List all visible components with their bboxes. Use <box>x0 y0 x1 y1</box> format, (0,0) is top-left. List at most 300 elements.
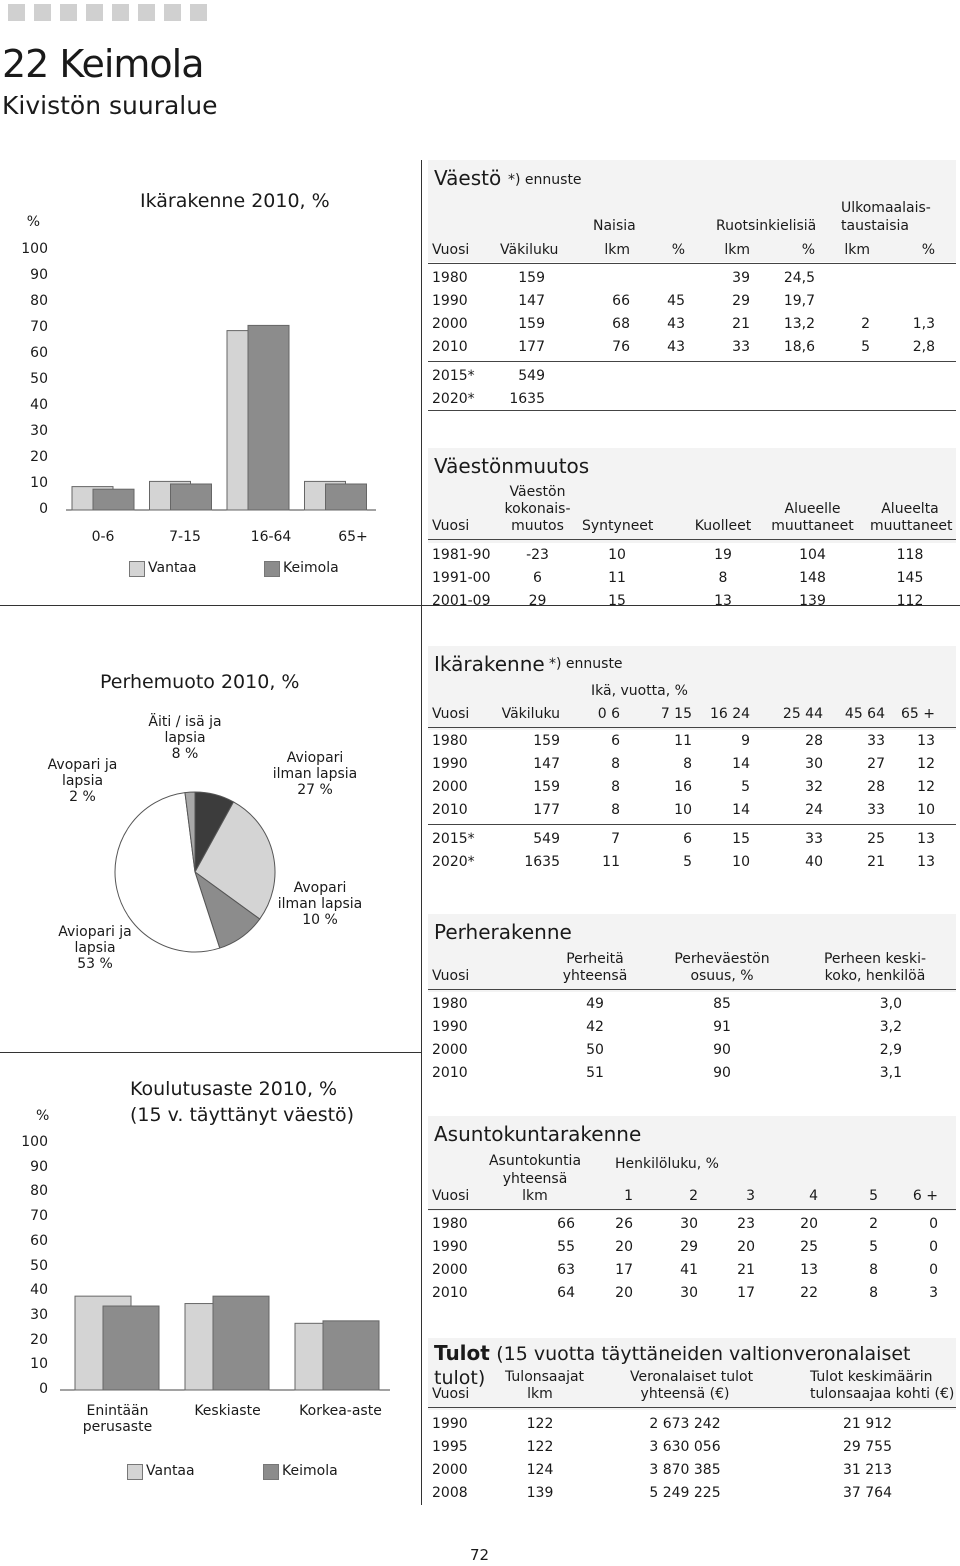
table-cell: 37 764 <box>843 1485 892 1501</box>
column-header: osuus, % <box>690 968 754 984</box>
table-cell: 8 <box>611 802 620 818</box>
asunto-title: Asuntokuntarakenne <box>434 1122 642 1146</box>
y-tick-label: 50 <box>30 371 48 387</box>
family-pie <box>110 787 280 957</box>
table-cell: 24 <box>805 802 823 818</box>
table-cell: 118 <box>896 547 924 563</box>
legend-swatch-vantaa <box>129 561 145 577</box>
table-rule <box>428 410 956 411</box>
age-chart-title: Ikärakenne 2010, % <box>140 190 330 212</box>
column-header: lkm <box>527 1386 553 1402</box>
y-tick-label: 90 <box>30 1158 48 1175</box>
table-cell: 6 <box>683 831 692 847</box>
age-cat-label: 65+ <box>338 529 368 545</box>
table-cell: 21 <box>867 854 885 870</box>
table-rule <box>428 1209 956 1210</box>
table-cell: 3,2 <box>879 1019 902 1035</box>
table-cell: 2020* <box>432 854 475 870</box>
table-cell: 1990 <box>432 756 468 772</box>
page-number: 72 <box>470 1546 490 1564</box>
table-cell: 549 <box>518 368 545 384</box>
column-header: Väkiluku <box>500 242 559 258</box>
table-cell: 159 <box>533 733 560 749</box>
y-tick-label: 30 <box>30 423 48 439</box>
age-cat-label: 7-15 <box>169 529 201 545</box>
table-cell: 139 <box>799 593 826 609</box>
table-cell: 10 <box>674 802 692 818</box>
legend-label-vantaa: Vantaa <box>146 1463 195 1479</box>
table-cell: 177 <box>518 339 545 355</box>
table-cell: 76 <box>612 339 630 355</box>
table-cell: 33 <box>805 831 823 847</box>
header-square <box>86 4 103 21</box>
column-header: 6 + <box>912 1188 938 1204</box>
y-tick-label: 100 <box>21 1134 48 1150</box>
column-header: 16 24 <box>710 706 751 722</box>
table-cell: 39 <box>732 270 750 286</box>
y-tick-label: 60 <box>30 1232 48 1249</box>
y-tick-label: 40 <box>30 1282 48 1299</box>
table-cell: 2000 <box>432 1042 468 1058</box>
table-cell: 148 <box>799 570 826 586</box>
table-cell: 5 <box>869 1239 878 1255</box>
table-cell: 12 <box>917 779 935 795</box>
column-header: Tulonsaajat <box>505 1369 585 1385</box>
pie-label: Avopari ilman lapsia 10 % <box>277 880 363 928</box>
col-group-header: Asuntokuntia <box>488 1153 582 1169</box>
bar-keimola-2 <box>323 1321 379 1390</box>
y-tick-label: 70 <box>30 1208 48 1225</box>
table-cell: 20 <box>800 1216 818 1232</box>
table-cell: 2,9 <box>879 1042 902 1058</box>
table-cell: 159 <box>518 270 545 286</box>
table-cell: 90 <box>713 1065 731 1081</box>
column-header: 1 <box>624 1188 633 1204</box>
column-header: 2 <box>689 1188 698 1204</box>
column-header: Väestön <box>509 484 566 500</box>
table-cell: 6 <box>611 733 620 749</box>
column-header: lkm <box>604 242 630 258</box>
ikarakenne-title: Ikärakenne <box>434 652 545 676</box>
table-cell: 1990 <box>432 293 468 309</box>
table-cell: 6 <box>533 570 542 586</box>
table-cell: 159 <box>533 779 560 795</box>
table-cell: 27 <box>867 756 885 772</box>
edu-cat-label: Korkea-aste <box>299 1403 382 1419</box>
table-cell: 2000 <box>432 1262 468 1278</box>
age-chart-plot <box>66 160 386 560</box>
bar-keimola-2 <box>248 325 289 510</box>
table-cell: 1995 <box>432 1439 468 1455</box>
col-group-header: yhteensä <box>502 1171 568 1187</box>
table-cell: 5 <box>861 339 870 355</box>
table-cell: 33 <box>867 733 885 749</box>
table-cell: 177 <box>533 802 560 818</box>
column-header: Alueelta <box>881 501 939 517</box>
table-cell: 41 <box>680 1262 698 1278</box>
table-cell: 1990 <box>432 1239 468 1255</box>
table-cell: 26 <box>615 1216 633 1232</box>
table-cell: 0 <box>929 1262 938 1278</box>
table-cell: 10 <box>732 854 750 870</box>
column-header: 0 6 <box>597 706 620 722</box>
table-cell: 55 <box>557 1239 575 1255</box>
column-header: 45 64 <box>844 706 885 722</box>
table-cell: 85 <box>713 996 731 1012</box>
table-cell: 8 <box>869 1285 878 1301</box>
table-cell: 25 <box>800 1239 818 1255</box>
table-cell: 3 630 056 <box>649 1439 721 1455</box>
legend-label-keimola: Keimola <box>282 1463 338 1479</box>
table-cell: 2010 <box>432 802 468 818</box>
col-group-header: Ikä, vuotta, % <box>591 683 688 699</box>
table-rule <box>428 263 956 264</box>
column-header: lkm <box>844 242 870 258</box>
col-group-header: Ruotsinkielisiä <box>716 218 817 234</box>
y-tick-label: 10 <box>30 475 48 491</box>
table-cell: 3 <box>929 1285 938 1301</box>
perhe-title: Perherakenne <box>434 920 572 944</box>
table-cell: 29 755 <box>843 1439 892 1455</box>
column-header: Perheen keski- <box>823 951 927 967</box>
table-cell: 11 <box>608 570 626 586</box>
table-cell: 159 <box>518 316 545 332</box>
table-cell: 5 <box>741 779 750 795</box>
table-cell: 3,0 <box>879 996 902 1012</box>
column-header: Vuosi <box>432 518 470 534</box>
table-cell: 1990 <box>432 1416 468 1432</box>
edu-chart <box>0 1053 420 1503</box>
header-square <box>164 4 181 21</box>
table-cell: 19,7 <box>783 293 815 309</box>
age-cat-label: 0-6 <box>91 529 115 545</box>
table-cell: 63 <box>557 1262 575 1278</box>
table-cell: 42 <box>586 1019 604 1035</box>
table-cell: 5 <box>683 854 692 870</box>
table-cell: 2010 <box>432 1285 468 1301</box>
table-cell: 1980 <box>432 270 468 286</box>
table-cell: 13 <box>917 854 935 870</box>
tulot-title-main: Tulot <box>434 1341 490 1365</box>
table-cell: 50 <box>586 1042 604 1058</box>
pie-label: Avopari ja lapsia 2 % <box>47 757 118 805</box>
table-cell: 9 <box>741 733 750 749</box>
edu-chart-plot <box>60 1053 390 1393</box>
column-header: koko, henkilöä <box>824 968 926 984</box>
table-cell: 40 <box>805 854 823 870</box>
table-cell: 8 <box>683 756 692 772</box>
table-cell: 13 <box>917 831 935 847</box>
y-tick-label: 20 <box>30 449 48 465</box>
table-cell: 8 <box>718 570 728 586</box>
table-cell: 2010 <box>432 1065 468 1081</box>
column-header: muutos <box>511 518 564 534</box>
table-cell: 33 <box>732 339 750 355</box>
table-cell: 549 <box>533 831 560 847</box>
table-cell: 3,1 <box>879 1065 902 1081</box>
y-tick-label: 30 <box>30 1306 48 1323</box>
table-rule <box>428 361 956 362</box>
table-cell: 8 <box>869 1262 878 1278</box>
table-cell: 19 <box>714 547 732 563</box>
column-header: Alueelle <box>784 501 841 517</box>
edu-cat-label: Enintään perusaste <box>82 1403 153 1435</box>
header-square <box>190 4 207 21</box>
table-cell: 2 <box>861 316 870 332</box>
column-header: Vuosi <box>432 706 470 722</box>
column-header: Kuolleet <box>694 518 752 534</box>
table-cell: 3 870 385 <box>649 1462 721 1478</box>
bar-keimola-0 <box>93 489 134 510</box>
table-cell: 2015* <box>432 831 475 847</box>
pie-label: Aviopari ja lapsia 53 % <box>58 924 132 972</box>
table-cell: 22 <box>800 1285 818 1301</box>
page-subtitle: Kivistön suuralue <box>2 91 218 120</box>
table-cell: 20 <box>737 1239 755 1255</box>
column-header: 65 + <box>901 706 935 722</box>
table-cell: 12 <box>917 756 935 772</box>
y-tick-label: 80 <box>30 1183 48 1200</box>
column-header: Väkiluku <box>501 706 560 722</box>
table-cell: 68 <box>612 316 630 332</box>
table-rule <box>428 727 956 728</box>
table-cell: 90 <box>713 1042 731 1058</box>
table-cell: 2000 <box>432 779 468 795</box>
legend-label-vantaa: Vantaa <box>148 560 197 576</box>
y-tick-label: 0 <box>39 501 48 517</box>
table-cell: 29 <box>732 293 750 309</box>
column-header: % <box>801 242 815 258</box>
table-cell: 51 <box>586 1065 604 1081</box>
table-rule <box>428 539 956 540</box>
header-square <box>60 4 77 21</box>
column-header: Syntyneet <box>582 518 654 534</box>
table-cell: 16 <box>674 779 692 795</box>
column-header: 4 <box>809 1188 818 1204</box>
table-cell: 1981-90 <box>432 547 491 563</box>
table-cell: 7 <box>611 831 620 847</box>
age-cat-label: 16-64 <box>250 529 292 545</box>
column-header: Perheitä <box>566 951 624 967</box>
y-tick-label: 0 <box>39 1381 48 1397</box>
table-cell: 20 <box>615 1285 633 1301</box>
table-cell: 13 <box>800 1262 818 1278</box>
table-cell: 14 <box>732 802 750 818</box>
edu-chart-subtitle: (15 v. täyttänyt väestö) <box>130 1104 355 1126</box>
table-cell: 49 <box>586 996 604 1012</box>
column-header: % <box>921 242 935 258</box>
column-header: lkm <box>522 1188 548 1204</box>
header-square <box>138 4 155 21</box>
edu-chart-title: Koulutusaste 2010, % <box>130 1078 338 1100</box>
table-cell: 24,5 <box>783 270 815 286</box>
table-rule <box>428 989 956 990</box>
table-cell: 11 <box>602 854 620 870</box>
legend-swatch-keimola <box>264 561 280 577</box>
column-header: Tulot keskimäärin <box>810 1369 933 1385</box>
column-header: Vuosi <box>432 1188 470 1204</box>
col-group-header: Henkilöluku, % <box>615 1156 719 1172</box>
table-cell: 1,3 <box>912 316 935 332</box>
column-header: yhteensä (€) <box>640 1386 730 1402</box>
bar-keimola-1 <box>171 484 212 510</box>
y-tick-label: 60 <box>30 345 48 361</box>
column-header: kokonais- <box>504 501 571 517</box>
column-header: muuttaneet <box>870 518 953 534</box>
table-cell: 33 <box>867 802 885 818</box>
edu-chart-unit: % <box>36 1108 50 1124</box>
table-cell: 23 <box>737 1216 755 1232</box>
column-header: 5 <box>869 1188 878 1204</box>
table-cell: 2001-09 <box>432 593 491 609</box>
table-cell: 15 <box>732 831 750 847</box>
column-header: Veronalaiset tulot <box>630 1369 754 1385</box>
table-cell: 13 <box>917 733 935 749</box>
table-cell: 64 <box>557 1285 575 1301</box>
y-tick-label: 50 <box>30 1257 48 1274</box>
table-cell: 2010 <box>432 339 468 355</box>
column-header: % <box>671 242 685 258</box>
ikarakenne-note: *) ennuste <box>549 656 623 672</box>
legend-swatch-vantaa <box>127 1464 143 1480</box>
table-cell: 1635 <box>524 854 560 870</box>
tulot-title-note: (15 vuotta täyttäneiden valtionveronalaiset tulot) <box>434 1343 911 1389</box>
col-group-header: taustaisia <box>841 218 909 234</box>
header-square <box>34 4 51 21</box>
table-cell: 25 <box>867 831 885 847</box>
y-tick-label: 10 <box>30 1356 48 1373</box>
table-cell: 30 <box>805 756 823 772</box>
table-cell: 104 <box>799 547 826 563</box>
y-tick-label: 90 <box>30 267 48 283</box>
table-cell: 122 <box>526 1416 554 1432</box>
column-header: tulonsaajaa kohti (€) <box>810 1386 955 1402</box>
table-cell: 1990 <box>432 1019 468 1035</box>
age-chart <box>0 160 420 605</box>
family-chart <box>0 607 420 1052</box>
table-cell: 11 <box>674 733 692 749</box>
table-cell: 2,8 <box>912 339 935 355</box>
table-cell: 32 <box>805 779 823 795</box>
table-cell: 21 <box>732 316 750 332</box>
table-cell: 91 <box>713 1019 731 1035</box>
column-header: Vuosi <box>432 968 470 984</box>
table-cell: 145 <box>896 570 924 586</box>
table-cell: 147 <box>518 293 545 309</box>
table-cell: 29 <box>528 593 547 609</box>
table-cell: 28 <box>867 779 885 795</box>
y-tick-label: 20 <box>30 1331 48 1348</box>
bar-keimola-0 <box>103 1306 159 1390</box>
table-cell: 1980 <box>432 733 468 749</box>
table-cell: 66 <box>612 293 630 309</box>
table-cell: 2020* <box>432 391 475 407</box>
column-header: yhteensä <box>562 968 628 984</box>
table-cell: 2008 <box>432 1485 468 1501</box>
table-cell: 1980 <box>432 1216 468 1232</box>
table-cell: 147 <box>533 756 560 772</box>
table-cell: 2000 <box>432 316 468 332</box>
y-tick-label: 100 <box>21 241 48 257</box>
table-cell: 0 <box>929 1239 938 1255</box>
table-cell: 13,2 <box>783 316 815 332</box>
table-cell: 2015* <box>432 368 475 384</box>
table-cell: 10 <box>917 802 935 818</box>
column-header: Perheväestön <box>674 951 770 967</box>
bar-keimola-3 <box>326 484 367 510</box>
table-cell: 1635 <box>509 391 545 407</box>
column-header: 3 <box>746 1188 755 1204</box>
vaesto-note: *) ennuste <box>508 172 582 188</box>
column-header: lkm <box>724 242 750 258</box>
table-cell: 2 <box>869 1216 878 1232</box>
table-cell: 1991-00 <box>432 570 491 586</box>
table-cell: 0 <box>929 1216 938 1232</box>
table-cell: 43 <box>667 316 685 332</box>
pie-label: Äiti / isä ja lapsia 8 % <box>148 714 222 762</box>
table-cell: 15 <box>608 593 626 609</box>
column-header: Vuosi <box>432 1386 470 1402</box>
header-square <box>112 4 129 21</box>
table-cell: 43 <box>667 339 685 355</box>
table-cell: 17 <box>737 1285 755 1301</box>
divider <box>421 160 422 1505</box>
column-header: muuttaneet <box>771 518 854 534</box>
table-cell: 2 673 242 <box>649 1416 721 1432</box>
table-cell: 30 <box>680 1285 698 1301</box>
table-cell: 5 249 225 <box>649 1485 721 1501</box>
legend-swatch-keimola <box>263 1464 279 1480</box>
table-cell: 28 <box>805 733 823 749</box>
table-cell: 124 <box>526 1462 554 1478</box>
table-cell: 2000 <box>432 1462 468 1478</box>
table-cell: 13 <box>714 593 732 609</box>
table-cell: 10 <box>608 547 626 563</box>
pie-label: Aviopari ilman lapsia 27 % <box>272 750 358 798</box>
table-cell: 31 213 <box>843 1462 892 1478</box>
header-square <box>8 4 25 21</box>
col-group-header: Ulkomaalais- <box>841 200 931 216</box>
table-cell: 122 <box>526 1439 554 1455</box>
table-cell: 139 <box>526 1485 554 1501</box>
y-tick-label: 40 <box>30 397 48 413</box>
table-cell: 14 <box>732 756 750 772</box>
edu-cat-label: Keskiaste <box>194 1403 261 1419</box>
table-cell: 1980 <box>432 996 468 1012</box>
table-cell: 66 <box>557 1216 575 1232</box>
y-tick-label: 70 <box>30 319 48 335</box>
muutos-title: Väestönmuutos <box>434 454 590 478</box>
column-header: 7 15 <box>660 706 692 722</box>
table-cell: 18,6 <box>783 339 815 355</box>
col-group-header: Naisia <box>593 218 636 234</box>
table-cell: 21 <box>737 1262 755 1278</box>
page-title: 22 Keimola <box>2 42 204 86</box>
column-header: Vuosi <box>432 242 470 258</box>
table-cell: 8 <box>611 779 620 795</box>
table-cell: 29 <box>680 1239 698 1255</box>
table-cell: 8 <box>611 756 620 772</box>
bar-keimola-1 <box>213 1296 269 1390</box>
table-cell: -23 <box>526 547 549 563</box>
column-header: 25 44 <box>782 706 823 722</box>
y-tick-label: 80 <box>30 293 48 309</box>
table-cell: 45 <box>667 293 685 309</box>
age-chart-unit: % <box>26 214 40 230</box>
table-cell: 30 <box>680 1216 698 1232</box>
family-chart-title: Perhemuoto 2010, % <box>100 671 300 693</box>
table-cell: 17 <box>615 1262 633 1278</box>
